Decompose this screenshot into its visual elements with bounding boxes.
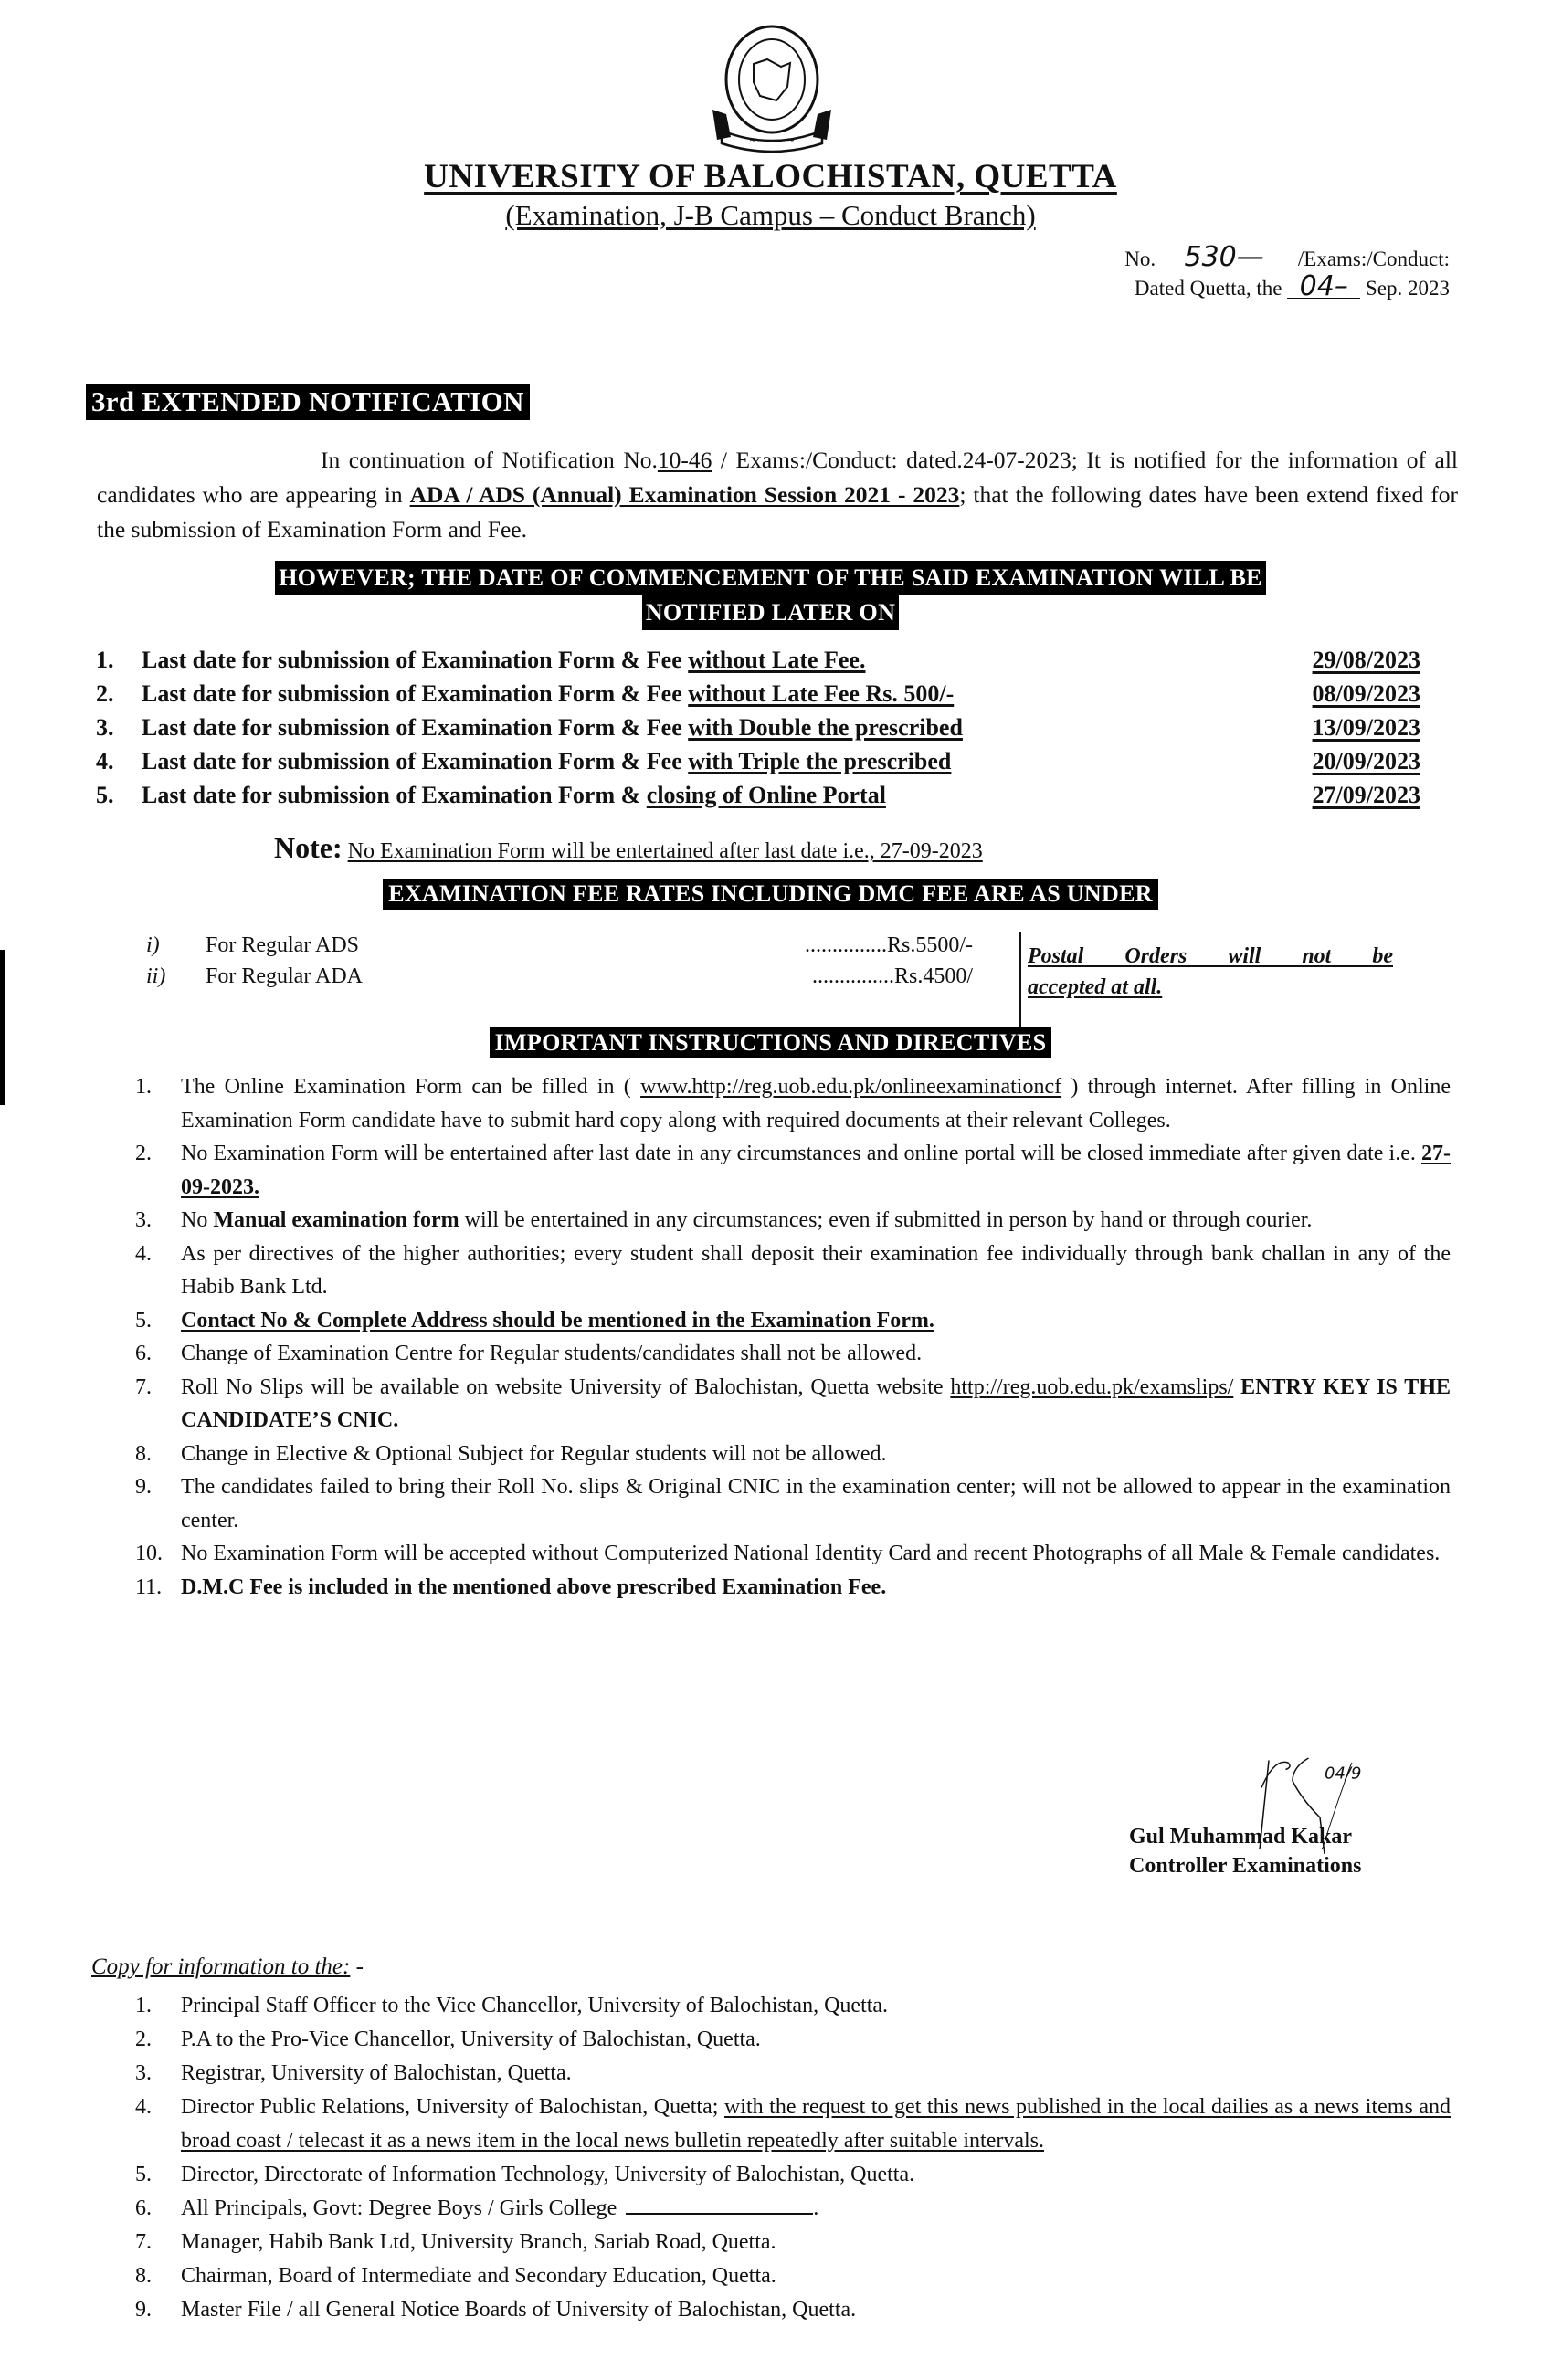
copy-item: 7. Manager, Habib Bank Ltd, University Branch, Sariab Road, Quetta. xyxy=(135,2230,776,2254)
instruction-item: 4. As per directives of the higher authorities; every student shall deposit their examination fee individually through bank challan in any of the Habib Bank Ltd. xyxy=(135,1241,1451,1299)
deadline-list xyxy=(96,643,1420,812)
university-title: UNIVERSITY OF BALOCHISTAN, QUETTA xyxy=(424,158,1117,195)
dated-line: Dated Quetta, the 04– Sep. 2023 xyxy=(1134,270,1450,302)
instruction-item: 2. No Examination Form will be entertained after last date in any circumstances and online portal will be closed immediate after given date i.e. 27-09-2023. xyxy=(135,1142,1451,1199)
copy-to-list xyxy=(135,1989,1451,2327)
postal-orders-notice: Postal Orders will not be accepted at all. xyxy=(1028,944,1393,999)
deadline-row: 5. Last date for submission of Examination Form & closing of Online Portal 27/09/2023 xyxy=(96,781,1420,808)
instruction-item: 3. No Manual examination form will be entertained in any circumstances; even if submitted in person by hand or through courier. xyxy=(135,1208,1313,1232)
handwritten-ref-number: 530— xyxy=(1156,247,1293,269)
instructions-heading: IMPORTANT INSTRUCTIONS AND DIRECTIVES xyxy=(0,1027,1541,1058)
copy-item: 2. P.A to the Pro-Vice Chancellor, University of Balochistan, Quetta. xyxy=(135,2027,761,2051)
instruction-item: 1. The Online Examination Form can be filled in ( www.http://reg.uob.edu.pk/onlineexaminationcf ) through internet. After filling in Online Examination Form candidate have to submit hard copy along with required documents at their relevant Colleges. xyxy=(135,1075,1451,1132)
note: Note: No Examination Form will be entertained after last date i.e., 27-09-2023 xyxy=(274,831,983,864)
copy-item: 3. Registrar, University of Balochistan, Quetta. xyxy=(135,2061,572,2085)
copy-item: 8. Chairman, Board of Intermediate and Secondary Education, Quetta. xyxy=(135,2264,776,2288)
copy-to-heading: Copy for information to the: - xyxy=(91,1954,364,1979)
fee-rates-table xyxy=(146,930,973,992)
university-seal-icon xyxy=(703,23,840,158)
divider xyxy=(1019,932,1021,1030)
copy-item: 6. All Principals, Govt: Degree Boys / Girls College . xyxy=(135,2196,819,2220)
deadline-row: 3. Last date for submission of Examination Form & Fee with Double the prescribed 13/09/2023 xyxy=(96,713,1420,741)
instruction-item: 6. Change of Examination Centre for Regular students/candidates shall not be allowed. xyxy=(135,1342,923,1365)
fee-rates-heading: EXAMINATION FEE RATES INCLUDING DMC FEE ARE AS UNDER xyxy=(0,879,1541,910)
commencement-notice: HOWEVER; THE DATE OF COMMENCEMENT OF THE SAID EXAMINATION WILL BE NOTIFIED LATER ON xyxy=(0,561,1541,630)
svg-text:04/9: 04/9 xyxy=(1325,1764,1362,1784)
signatory-title: Controller Examinations xyxy=(1129,1854,1362,1878)
fee-row: i) For Regular ADS ...............Rs.5500/- xyxy=(146,933,973,957)
copy-item: 4. Director Public Relations, University of Balochistan, Quetta; with the request to get this news published in the local dailies as a news items and broad coast / telecast it as a news item in the local news bulletin repeatedly after suitable intervals. xyxy=(135,2095,1451,2153)
deadline-row: 4. Last date for submission of Examination Form & Fee with Triple the prescribed 20/09/2023 xyxy=(96,747,1420,774)
department-subtitle: (Examination, J-B Campus – Conduct Branch) xyxy=(505,199,1036,231)
instruction-item: 11. D.M.C Fee is included in the mentioned above prescribed Examination Fee. xyxy=(135,1574,887,1599)
signatory xyxy=(1129,1822,1361,1880)
copy-item: 1. Principal Staff Officer to the Vice Chancellor, University of Balochistan, Quetta. xyxy=(135,1994,889,2017)
deadline-row: 1. Last date for submission of Examination Form & Fee without Late Fee. 29/08/2023 xyxy=(96,646,1420,673)
instructions-list xyxy=(135,1070,1451,1604)
notification-paragraph: In continuation of Notification No.10-46 / Exams:/Conduct: dated.24-07-2023; It is notified for the information of all candidates who are appearing in ADA / ADS (Annual) Examination Session 2021 - 2023; that the following dates have been extend fixed for the submission of Examination Form and Fee. xyxy=(97,447,1459,542)
online-form-link[interactable]: www.http://reg.uob.edu.pk/onlineexaminationcf xyxy=(640,1075,1062,1099)
instruction-item: 5. Contact No & Complete Address should be mentioned in the Examination Form. xyxy=(135,1308,934,1332)
instruction-item: 10. No Examination Form will be accepted without Computerized National Identity Card and recent Photographs of all Male & Female candidates. xyxy=(135,1542,1441,1565)
roll-slips-link[interactable]: http://reg.uob.edu.pk/examslips/ xyxy=(950,1374,1234,1399)
instruction-item: 9. The candidates failed to bring their Roll No. slips & Original CNIC in the examination center; will not be allowed to appear in the examination center. xyxy=(135,1475,1451,1532)
fee-row: ii) For Regular ADA ...............Rs.4500/ xyxy=(146,964,973,988)
instruction-item: 7. Roll No Slips will be available on website University of Balochistan, Quetta website http://reg.uob.edu.pk/examslips/ ENTRY KEY IS THE CANDIDATE’S CNIC. xyxy=(135,1374,1451,1432)
reference-block xyxy=(1124,241,1450,303)
handwritten-day: 04– xyxy=(1287,276,1360,299)
instruction-item: 8. Change in Elective & Optional Subject for Regular students will not be allowed. xyxy=(135,1441,887,1466)
blank-line xyxy=(626,2213,813,2215)
notification-heading: 3rd EXTENDED NOTIFICATION xyxy=(86,384,530,420)
svg-text:~~~~~~: ~~~~~~ xyxy=(748,136,796,146)
copy-item: 9. Master File / all General Notice Boards of University of Balochistan, Quetta. xyxy=(135,2298,857,2322)
reference-number-line: No. 530— /Exams:/Conduct: xyxy=(1124,241,1450,273)
signatory-name: Gul Muhammad Kakar xyxy=(1129,1825,1353,1848)
deadline-row: 2. Last date for submission of Examination Form & Fee without Late Fee Rs. 500/- 08/09/2023 xyxy=(96,679,1420,707)
copy-item: 5. Director, Directorate of Information Technology, University of Balochistan, Quetta. xyxy=(135,2163,915,2186)
